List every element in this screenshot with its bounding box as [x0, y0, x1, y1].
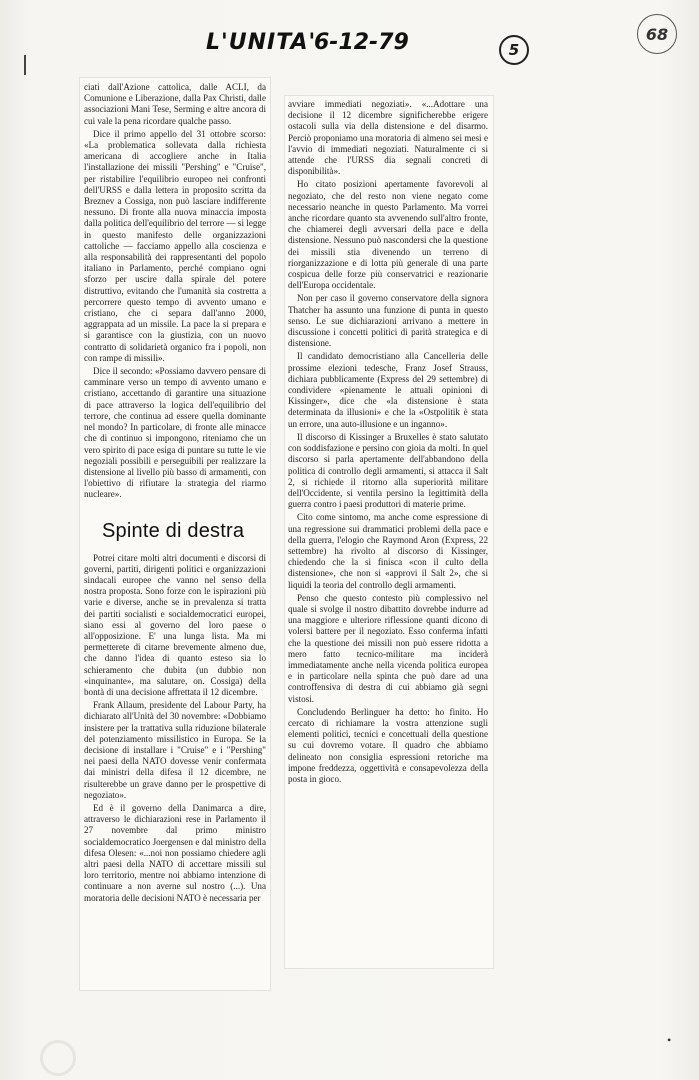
- paragraph: Non per caso il governo conservatore della signora Thatcher ha assunto una funzione di punta in questo senso. Le sue dichiarazioni arrivano a mettere in discussione i concetti politici di parità strategica e di distensione.: [288, 293, 488, 349]
- article-column-right: [288, 99, 488, 787]
- margin-dot-icon: •: [667, 1033, 672, 1047]
- margin-mark: [24, 55, 26, 75]
- paragraph: Concludendo Berlinguer ha detto: ho finito. Ho cercato di richiamare la vostra attenzione sugli elementi politici, tecnici e concettuali della questione su cui dovremo votare. Il quadro che abbiamo delineato non consiglia espressioni retoriche ma impone freddezza, oggettività e consapevolezza della posta in gioco.: [288, 706, 488, 784]
- article-column-left: [84, 82, 266, 906]
- paragraph: Ed è il governo della Danimarca a dire, attraverso le dichiarazioni rese in Parlamento il 27 novembre dal primo ministro socialdemocratico Joergensen e dal ministro della difesa Olesen: «...noi non possiamo chiedere agli altri paesi della NATO di accettare missili sul loro territorio, mentre noi abbiamo intenzione di continuare a non averne sul nostro (...). Una moratoria delle decisioni NATO è necessaria per: [84, 802, 266, 903]
- handwritten-page-number: 5: [499, 35, 529, 65]
- paragraph: Penso che questo contesto più complessivo nel quale si svolge il nostro dibattito dovrebbe indurre ad una maggiore e ulteriore riflessione quanti dicono di volersi battere per il negoziato. Esso conferma infatti che la questione dei missili non può essere ridotta a mero fatto tecnico-militare ma inciderà immediatamente anche nella vicenda politica europea e in particolare nella spinta che può dare ad una controffensiva di destra di cui abbiamo già segni vistosi.: [288, 592, 488, 704]
- handwritten-source: L'UNITA': [206, 30, 317, 55]
- paragraph: Frank Allaum, presidente del Labour Party, ha dichiarato all'Unità del 30 novembre: «Dobbiamo insistere per la trattativa sulla riduzione bilaterale del potenziamento missilistico in Europa. Se la decisione di installare i "Cruise" e i "Pershing" nei paesi della NATO dovesse venir confermata dai ministri della difesa il 12 dicembre, ne risulterebbe un grave danno per le prospettive di negoziato».: [84, 700, 266, 800]
- watermark-icon: [40, 1040, 76, 1076]
- paragraph: Il discorso di Kissinger a Bruxelles è stato salutato con soddisfazione e persino con gioia da molti. In quel discorso si parla apertamente dell'abbandono della politica di controllo degli armamenti, si attacca il Salt 2, si richiede il ritorno alla superiorità militare dell'Occidente, si ventila persino la legittimità della guerra contro i paesi produttori di materie prime.: [288, 431, 488, 510]
- archive-sheet-number: 68: [637, 14, 677, 54]
- paragraph: Dice il secondo: «Possiamo davvero pensare di camminare verso un tempo di avvento umano e cristiano, accettando di garantire una situazione di pace attraverso la logica dell'equilibrio del terrore, che continua ad essere quella dominante nel mondo? In particolare, di fronte alle minacce che di continuo si impongono, riteniamo che un vero spirito di pace esiga di puntare su tutte le vie negoziali possibili e perseguibili per realizzare la distensione al livello più basso di armamenti, con l'obiettivo di rifiutare la strategia del riarmo nucleare».: [84, 366, 266, 500]
- handwritten-date: 6-12-79: [314, 30, 409, 55]
- paragraph: Ho citato posizioni apertamente favorevoli al negoziato, che del resto non viene negato come necessario neanche in questo Parlamento. Ma vorrei anche ricordare quanto sta avvenendo sull'altro fronte, che chiamerei degli avversari della pace e della distensione. Nessuno può nascondersi che la questione dei missili stia divenendo un terreno di riorganizzazione e di lotta più generale di una parte cospicua delle forze più conservatrici e reazionarie dell'Europa occidentale.: [288, 179, 488, 291]
- paragraph: ciati dall'Azione cattolica, dalle ACLI, da Comunione e Liberazione, dalla Pax Christi, dalle associazioni Mani Tese, Serming e altre ancora di cui vale la pena ricordare qualche passo.: [84, 82, 266, 126]
- paragraph: Potrei citare molti altri documenti e discorsi di governi, partiti, dirigenti politici e organizzazioni sindacali europee che vanno nel senso della nostra proposta. Sono forze con le ispirazioni più varie e diverse, anche se in prevalenza si tratta dei partiti socialisti e socialdemocratici europei, siano essi al governo del loro paese o all'opposizione. E' una lunga lista. Ma mi permetterete di citarne brevemente almeno due, che danno l'idea di quanto esteso sia lo schieramento che dubita (un dubbio non «inquinante», ma salutare, on. Cossiga) della bontà di una decisione affrettata il 12 dicembre.: [84, 552, 266, 697]
- paragraph: Il candidato democristiano alla Cancelleria delle prossime elezioni tedesche, Franz Josef Strauss, dichiara pubblicamente (Express del 29 settembre) di condividere «pienamente le attuali opinioni di Kissinger», dice che «la distensione è stata determinata da illusioni» e che la «Ostpolitik è stata un errore, una auto-illusione e un inganno».: [288, 351, 488, 429]
- section-subheading: Spinte di destra: [102, 519, 245, 542]
- paragraph: avviare immediati negoziati». «...Adottare una decisione il 12 dicembre significherebbe erigere ostacoli sulla via della distensione e del disarmo. Perciò proponiamo una moratoria di almeno sei mesi e l'avvio di immediati negoziati. Naturalmente ci si attende che l'URSS dia segnali concreti di disponibilità».: [288, 99, 488, 177]
- paragraph: Cito come sintomo, ma anche come espressione di una regressione sui drammatici problemi della pace e della guerra, l'elogio che Raymond Aron (Express, 22 settembre) ha rivolto al discorso di Kissinger, chiedendo che la si finisca «con il culto della distensione», che non si «approvi il Salt 2», che si liquidi la teoria del controllo degli armamenti.: [288, 512, 488, 590]
- paragraph: Dice il primo appello del 31 ottobre scorso: «La problematica sollevata dalla richiesta americana di accogliere anche in Italia l'installazione dei missili "Pershing" e "Cruise", per ristabilire l'equilibrio europeo nei confronti dell'URSS e dalla lettera in proposito scritta da Breznev a Cossiga, non può lasciare indifferente nessuno. Di fronte alla nuova minaccia imposta dalla politica dell'equilibrio del terrore — si legge in questo manifesto delle organizzazioni cattoliche — facciamo appello alla coscienza e alla responsabilità dei rappresentanti del popolo italiano in Parlamento, perché compiano ogni sforzo per uscire dalla spirale del potere distruttivo, evitando che l'umanità sia costretta a percorrere questo tempo di avvento umano e cristiano, che ci separa dall'anno 2000, aggrappata ad un missile. La pace la si prepara e si garantisce con la giustizia, con un nuovo contratto di solidarietà organico fra i popoli, non con rampe di missili».: [84, 128, 266, 363]
